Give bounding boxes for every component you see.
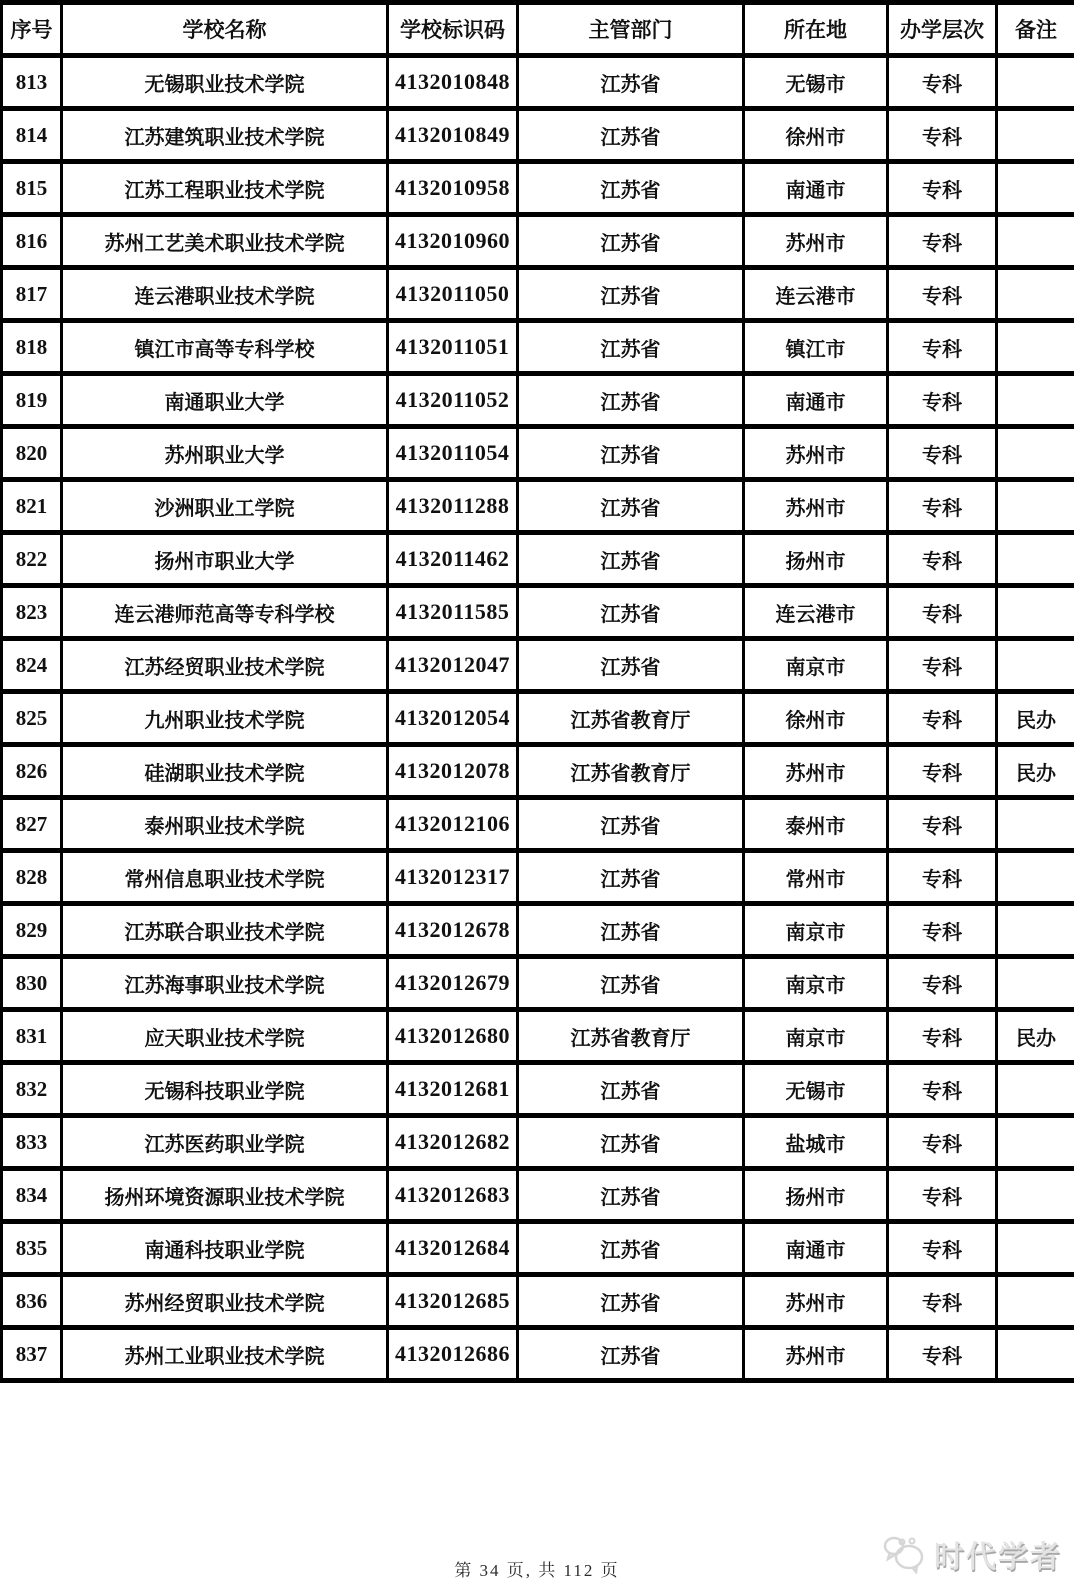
table-row [2,798,1074,851]
cell-seq: 837 [2,1328,62,1381]
cell-dept: 江苏省 [518,56,744,109]
table-body [2,56,1074,1381]
cell-name: 南通科技职业学院 [62,1222,388,1275]
table-row [2,639,1074,692]
cell-name: 江苏经贸职业技术学院 [62,639,388,692]
watermark [882,1532,1062,1576]
cell-seq: 830 [2,957,62,1010]
cell-city: 南通市 [744,162,888,215]
table-row [2,1010,1074,1063]
cell-note [997,162,1074,215]
cell-level: 专科 [888,639,997,692]
cell-name: 扬州环境资源职业技术学院 [62,1169,388,1222]
cell-city: 南京市 [744,1010,888,1063]
cell-level: 专科 [888,321,997,374]
cell-level: 专科 [888,798,997,851]
cell-note [997,427,1074,480]
cell-code: 4132012679 [388,957,518,1010]
cell-note [997,321,1074,374]
cell-name: 江苏工程职业技术学院 [62,162,388,215]
cell-city: 扬州市 [744,1169,888,1222]
cell-code: 4132010958 [388,162,518,215]
cell-dept: 江苏省 [518,851,744,904]
cell-name: 硅湖职业技术学院 [62,745,388,798]
cell-code: 4132011054 [388,427,518,480]
cell-seq: 824 [2,639,62,692]
col-header-code: 学校标识码 [388,3,518,56]
table-row [2,109,1074,162]
cell-code: 4132010849 [388,109,518,162]
cell-dept: 江苏省 [518,268,744,321]
cell-name: 苏州工艺美术职业技术学院 [62,215,388,268]
cell-city: 泰州市 [744,798,888,851]
cell-code: 4132011052 [388,374,518,427]
table-row [2,427,1074,480]
cell-level: 专科 [888,1275,997,1328]
cell-seq: 826 [2,745,62,798]
cell-seq: 836 [2,1275,62,1328]
table-row [2,56,1074,109]
cell-level: 专科 [888,1328,997,1381]
cell-city: 扬州市 [744,533,888,586]
table-row [2,1169,1074,1222]
col-header-city: 所在地 [744,3,888,56]
cell-name: 江苏建筑职业技术学院 [62,109,388,162]
cell-seq: 821 [2,480,62,533]
table-row [2,374,1074,427]
cell-city: 苏州市 [744,1328,888,1381]
cell-seq: 832 [2,1063,62,1116]
cell-level: 专科 [888,586,997,639]
cell-code: 4132010960 [388,215,518,268]
cell-name: 常州信息职业技术学院 [62,851,388,904]
cell-code: 4132012682 [388,1116,518,1169]
table-row [2,533,1074,586]
cell-city: 苏州市 [744,745,888,798]
cell-name: 镇江市高等专科学校 [62,321,388,374]
cell-code: 4132011051 [388,321,518,374]
cell-note [997,1169,1074,1222]
cell-dept: 江苏省 [518,427,744,480]
col-header-name: 学校名称 [62,3,388,56]
cell-city: 南通市 [744,1222,888,1275]
table-row [2,957,1074,1010]
cell-code: 4132012680 [388,1010,518,1063]
cell-city: 连云港市 [744,268,888,321]
cell-code: 4132012047 [388,639,518,692]
cell-note: 民办 [997,745,1074,798]
cell-name: 江苏海事职业技术学院 [62,957,388,1010]
cell-name: 沙洲职业工学院 [62,480,388,533]
page-number: 第 34 页, 共 112 页 [454,1561,620,1580]
cell-name: 应天职业技术学院 [62,1010,388,1063]
cell-dept: 江苏省 [518,904,744,957]
cell-name: 南通职业大学 [62,374,388,427]
cell-dept: 江苏省 [518,480,744,533]
watermark-text: 时代学者 [934,1541,1062,1574]
cell-level: 专科 [888,215,997,268]
cell-seq: 815 [2,162,62,215]
cell-code: 4132012078 [388,745,518,798]
cell-city: 南京市 [744,904,888,957]
cell-name: 苏州经贸职业技术学院 [62,1275,388,1328]
cell-code: 4132012686 [388,1328,518,1381]
table-row [2,480,1074,533]
cell-note [997,533,1074,586]
cell-code: 4132012681 [388,1063,518,1116]
cell-city: 苏州市 [744,215,888,268]
cell-seq: 833 [2,1116,62,1169]
cell-level: 专科 [888,957,997,1010]
cell-city: 徐州市 [744,109,888,162]
cell-name: 连云港师范高等专科学校 [62,586,388,639]
cell-dept: 江苏省教育厅 [518,745,744,798]
table-row [2,1116,1074,1169]
table-row [2,162,1074,215]
cell-level: 专科 [888,480,997,533]
cell-name: 江苏医药职业学院 [62,1116,388,1169]
cell-note [997,1116,1074,1169]
cell-level: 专科 [888,56,997,109]
cell-code: 4132011050 [388,268,518,321]
col-header-level: 办学层次 [888,3,997,56]
cell-dept: 江苏省教育厅 [518,1010,744,1063]
table-row [2,215,1074,268]
cell-seq: 813 [2,56,62,109]
cell-seq: 831 [2,1010,62,1063]
cell-dept: 江苏省 [518,586,744,639]
cell-seq: 827 [2,798,62,851]
cell-dept: 江苏省 [518,1328,744,1381]
table-row [2,745,1074,798]
cell-seq: 823 [2,586,62,639]
table-row [2,1222,1074,1275]
cell-city: 镇江市 [744,321,888,374]
cell-level: 专科 [888,374,997,427]
cell-dept: 江苏省 [518,1275,744,1328]
table-row [2,851,1074,904]
cell-dept: 江苏省 [518,1116,744,1169]
cell-seq: 820 [2,427,62,480]
cell-dept: 江苏省 [518,957,744,1010]
cell-level: 专科 [888,1222,997,1275]
cell-name: 泰州职业技术学院 [62,798,388,851]
cell-name: 连云港职业技术学院 [62,268,388,321]
cell-code: 4132011585 [388,586,518,639]
table-row [2,1063,1074,1116]
cell-seq: 828 [2,851,62,904]
cell-name: 苏州职业大学 [62,427,388,480]
cell-seq: 825 [2,692,62,745]
cell-note: 民办 [997,692,1074,745]
cell-level: 专科 [888,745,997,798]
cell-note [997,1275,1074,1328]
cell-code: 4132011462 [388,533,518,586]
header-row [2,3,1074,56]
table-row [2,1328,1074,1381]
cell-seq: 819 [2,374,62,427]
cell-dept: 江苏省 [518,1222,744,1275]
cell-dept: 江苏省 [518,374,744,427]
cell-code: 4132012317 [388,851,518,904]
cell-code: 4132012054 [388,692,518,745]
table-row [2,321,1074,374]
cell-level: 专科 [888,1063,997,1116]
cell-name: 九州职业技术学院 [62,692,388,745]
cell-note [997,957,1074,1010]
cell-note [997,56,1074,109]
cell-level: 专科 [888,692,997,745]
cell-seq: 816 [2,215,62,268]
cell-level: 专科 [888,533,997,586]
table-row [2,268,1074,321]
cell-name: 无锡科技职业学院 [62,1063,388,1116]
cell-level: 专科 [888,1010,997,1063]
cell-note [997,639,1074,692]
cell-name: 无锡职业技术学院 [62,56,388,109]
table-row [2,1275,1074,1328]
cell-code: 4132012685 [388,1275,518,1328]
cell-name: 苏州工业职业技术学院 [62,1328,388,1381]
col-header-note: 备注 [997,3,1074,56]
cell-level: 专科 [888,427,997,480]
cell-code: 4132010848 [388,56,518,109]
cell-city: 南京市 [744,957,888,1010]
cell-seq: 817 [2,268,62,321]
cell-code: 4132012683 [388,1169,518,1222]
col-header-dept: 主管部门 [518,3,744,56]
cell-city: 连云港市 [744,586,888,639]
cell-dept: 江苏省 [518,109,744,162]
cell-dept: 江苏省 [518,1169,744,1222]
table-row [2,586,1074,639]
cell-seq: 818 [2,321,62,374]
cell-note [997,268,1074,321]
cell-level: 专科 [888,162,997,215]
cell-level: 专科 [888,109,997,162]
cell-dept: 江苏省教育厅 [518,692,744,745]
table-row [2,904,1074,957]
shidaixuezhe-logo-icon [882,1534,928,1574]
cell-dept: 江苏省 [518,533,744,586]
cell-note: 民办 [997,1010,1074,1063]
cell-note [997,109,1074,162]
cell-code: 4132012106 [388,798,518,851]
cell-note [997,1063,1074,1116]
cell-level: 专科 [888,268,997,321]
cell-note [997,851,1074,904]
cell-note [997,480,1074,533]
cell-seq: 814 [2,109,62,162]
cell-dept: 江苏省 [518,1063,744,1116]
cell-city: 南京市 [744,639,888,692]
cell-dept: 江苏省 [518,215,744,268]
cell-note [997,586,1074,639]
cell-city: 苏州市 [744,1275,888,1328]
cell-city: 苏州市 [744,427,888,480]
cell-city: 无锡市 [744,56,888,109]
cell-dept: 江苏省 [518,162,744,215]
cell-note [997,798,1074,851]
cell-note [997,374,1074,427]
cell-note [997,215,1074,268]
cell-seq: 829 [2,904,62,957]
cell-seq: 834 [2,1169,62,1222]
cell-seq: 822 [2,533,62,586]
cell-code: 4132012678 [388,904,518,957]
cell-note [997,1328,1074,1381]
cell-name: 扬州市职业大学 [62,533,388,586]
cell-dept: 江苏省 [518,798,744,851]
cell-level: 专科 [888,1116,997,1169]
cell-dept: 江苏省 [518,639,744,692]
cell-city: 无锡市 [744,1063,888,1116]
cell-level: 专科 [888,851,997,904]
table-row [2,692,1074,745]
cell-city: 苏州市 [744,480,888,533]
cell-level: 专科 [888,1169,997,1222]
table-header [2,3,1074,56]
cell-city: 徐州市 [744,692,888,745]
cell-name: 江苏联合职业技术学院 [62,904,388,957]
cell-seq: 835 [2,1222,62,1275]
cell-code: 4132012684 [388,1222,518,1275]
cell-city: 南通市 [744,374,888,427]
cell-note [997,1222,1074,1275]
cell-code: 4132011288 [388,480,518,533]
cell-dept: 江苏省 [518,321,744,374]
cell-note [997,904,1074,957]
cell-level: 专科 [888,904,997,957]
cell-city: 盐城市 [744,1116,888,1169]
cell-city: 常州市 [744,851,888,904]
col-header-seq: 序号 [2,3,62,56]
